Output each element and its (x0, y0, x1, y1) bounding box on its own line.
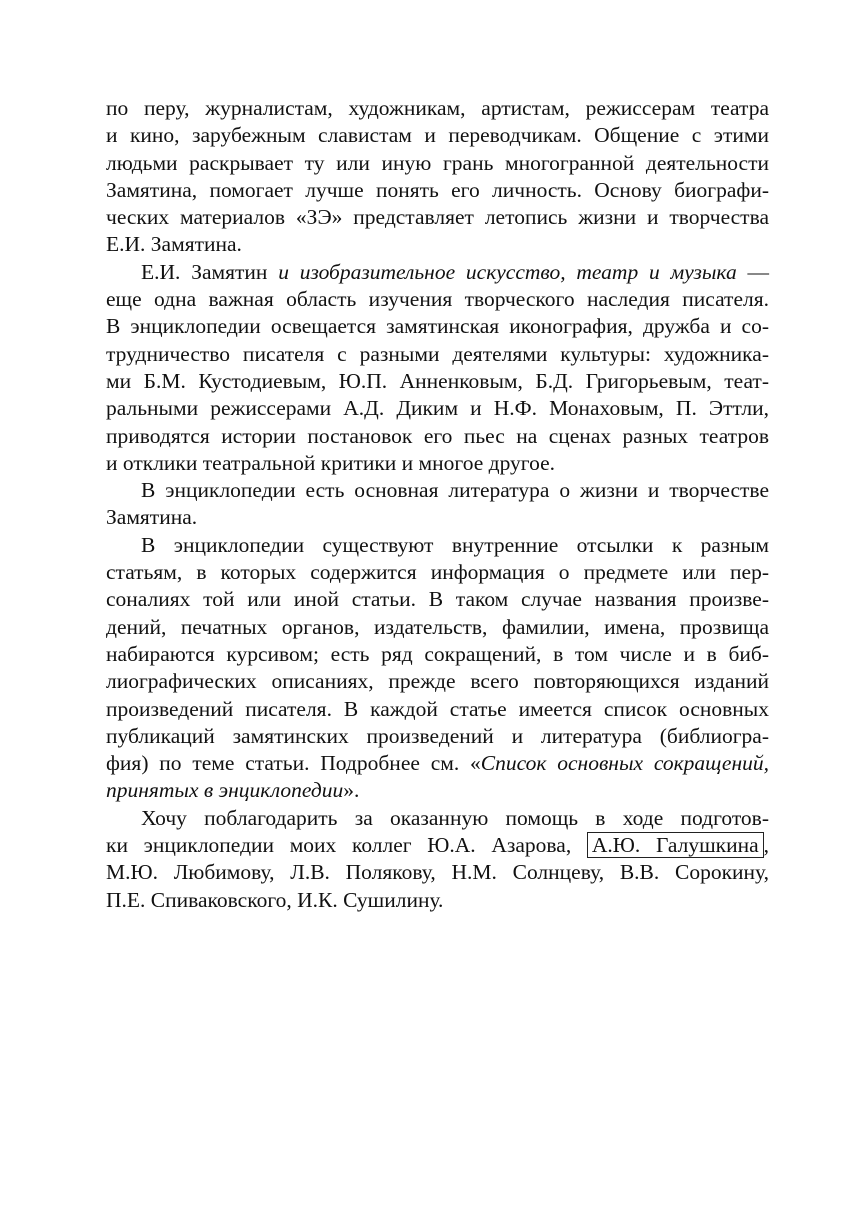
text-line: публикаций замятинских произведений и литература (библиогра- (106, 723, 769, 748)
text-run: , (763, 833, 769, 858)
text-line: Хочу поблагодарить за оказанную помощь в ходе подготов- (141, 805, 769, 830)
text-line: людьми раскрывает ту или иную грань многогранной деятельности (106, 150, 769, 175)
text-line: лиографических описаниях, прежде всего повторяющихся изданий (106, 669, 769, 694)
text-run: ки энциклопедии моих коллег Ю.А. Азарова, (106, 833, 587, 858)
highlighted-name-box: А.Ю. Галушкина (587, 832, 764, 858)
text-line: и отклики театральной критики и многое другое. (106, 450, 556, 475)
text-line: по перу, журналистам, художникам, артистам, режиссерам театра (106, 96, 769, 120)
text-line (106, 259, 769, 286)
text-line (106, 750, 769, 777)
text-line: Е.И. Замятина. (106, 232, 242, 257)
paragraph (106, 477, 769, 532)
document-page (106, 95, 769, 914)
text-line: Замятина, помогает лучше понять его личность. Основу биографи- (106, 177, 769, 202)
text-line: П.Е. Спиваковского, И.К. Сушилину. (106, 887, 444, 912)
paragraph (106, 95, 769, 259)
paragraph (106, 805, 769, 914)
text-line: ральными режиссерами А.Д. Диким и Н.Ф. Монаховым, П. Эттли, (106, 396, 769, 421)
italic-run: и изобразительное искусство, театр и музыка (278, 259, 737, 284)
italic-run: Список основных сокращений, (480, 751, 770, 776)
text-line: ческих материалов «ЗЭ» представляет летопись жизни и творчества (106, 205, 769, 230)
text-line: произведений писателя. В каждой статье имеется список основных (106, 696, 769, 721)
text-line: В энциклопедии освещается замятинская иконография, дружба и со- (106, 314, 769, 339)
text-line: ми Б.М. Кустодиевым, Ю.П. Анненковым, Б.Д. Григорьевым, теат- (106, 368, 769, 393)
text-run: Е.И. Замятин (141, 259, 279, 284)
text-run: ». (343, 778, 360, 803)
text-line: и кино, зарубежным славистам и переводчикам. Общение с этими (106, 123, 769, 148)
text-line: еще одна важная область изучения творческого наследия писателя. (106, 287, 769, 312)
text-line: приводятся истории постановок его пьес на сценах разных театров (106, 423, 769, 448)
text-line: М.Ю. Любимову, Л.В. Полякову, Н.М. Солнцеву, В.В. Сорокину, (106, 860, 769, 885)
paragraph (106, 532, 769, 805)
text-line (106, 777, 769, 804)
text-run: — (736, 259, 769, 284)
text-line: набираются курсивом; есть ряд сокращений, в том числе и в биб- (106, 641, 769, 666)
paragraph (106, 259, 769, 477)
text-line: соналиях той или иной статьи. В таком случае названия произве- (106, 587, 769, 612)
text-line: трудничество писателя с разными деятелями культуры: художника- (106, 341, 769, 366)
italic-run: принятых в энциклопедии (106, 778, 344, 803)
text-line: Замятина. (106, 505, 198, 530)
text-line: В энциклопедии есть основная литература о жизни и творчестве (141, 478, 769, 503)
text-line: дений, печатных органов, издательств, фамилии, имена, прозвища (106, 614, 769, 639)
text-run: фия) по теме статьи. Подробнее см. « (106, 751, 481, 776)
text-line: статьям, в которых содержится информация о предмете или пер- (106, 560, 769, 585)
text-line: В энциклопедии существуют внутренние отсылки к разным (141, 532, 769, 557)
text-line (106, 832, 769, 859)
